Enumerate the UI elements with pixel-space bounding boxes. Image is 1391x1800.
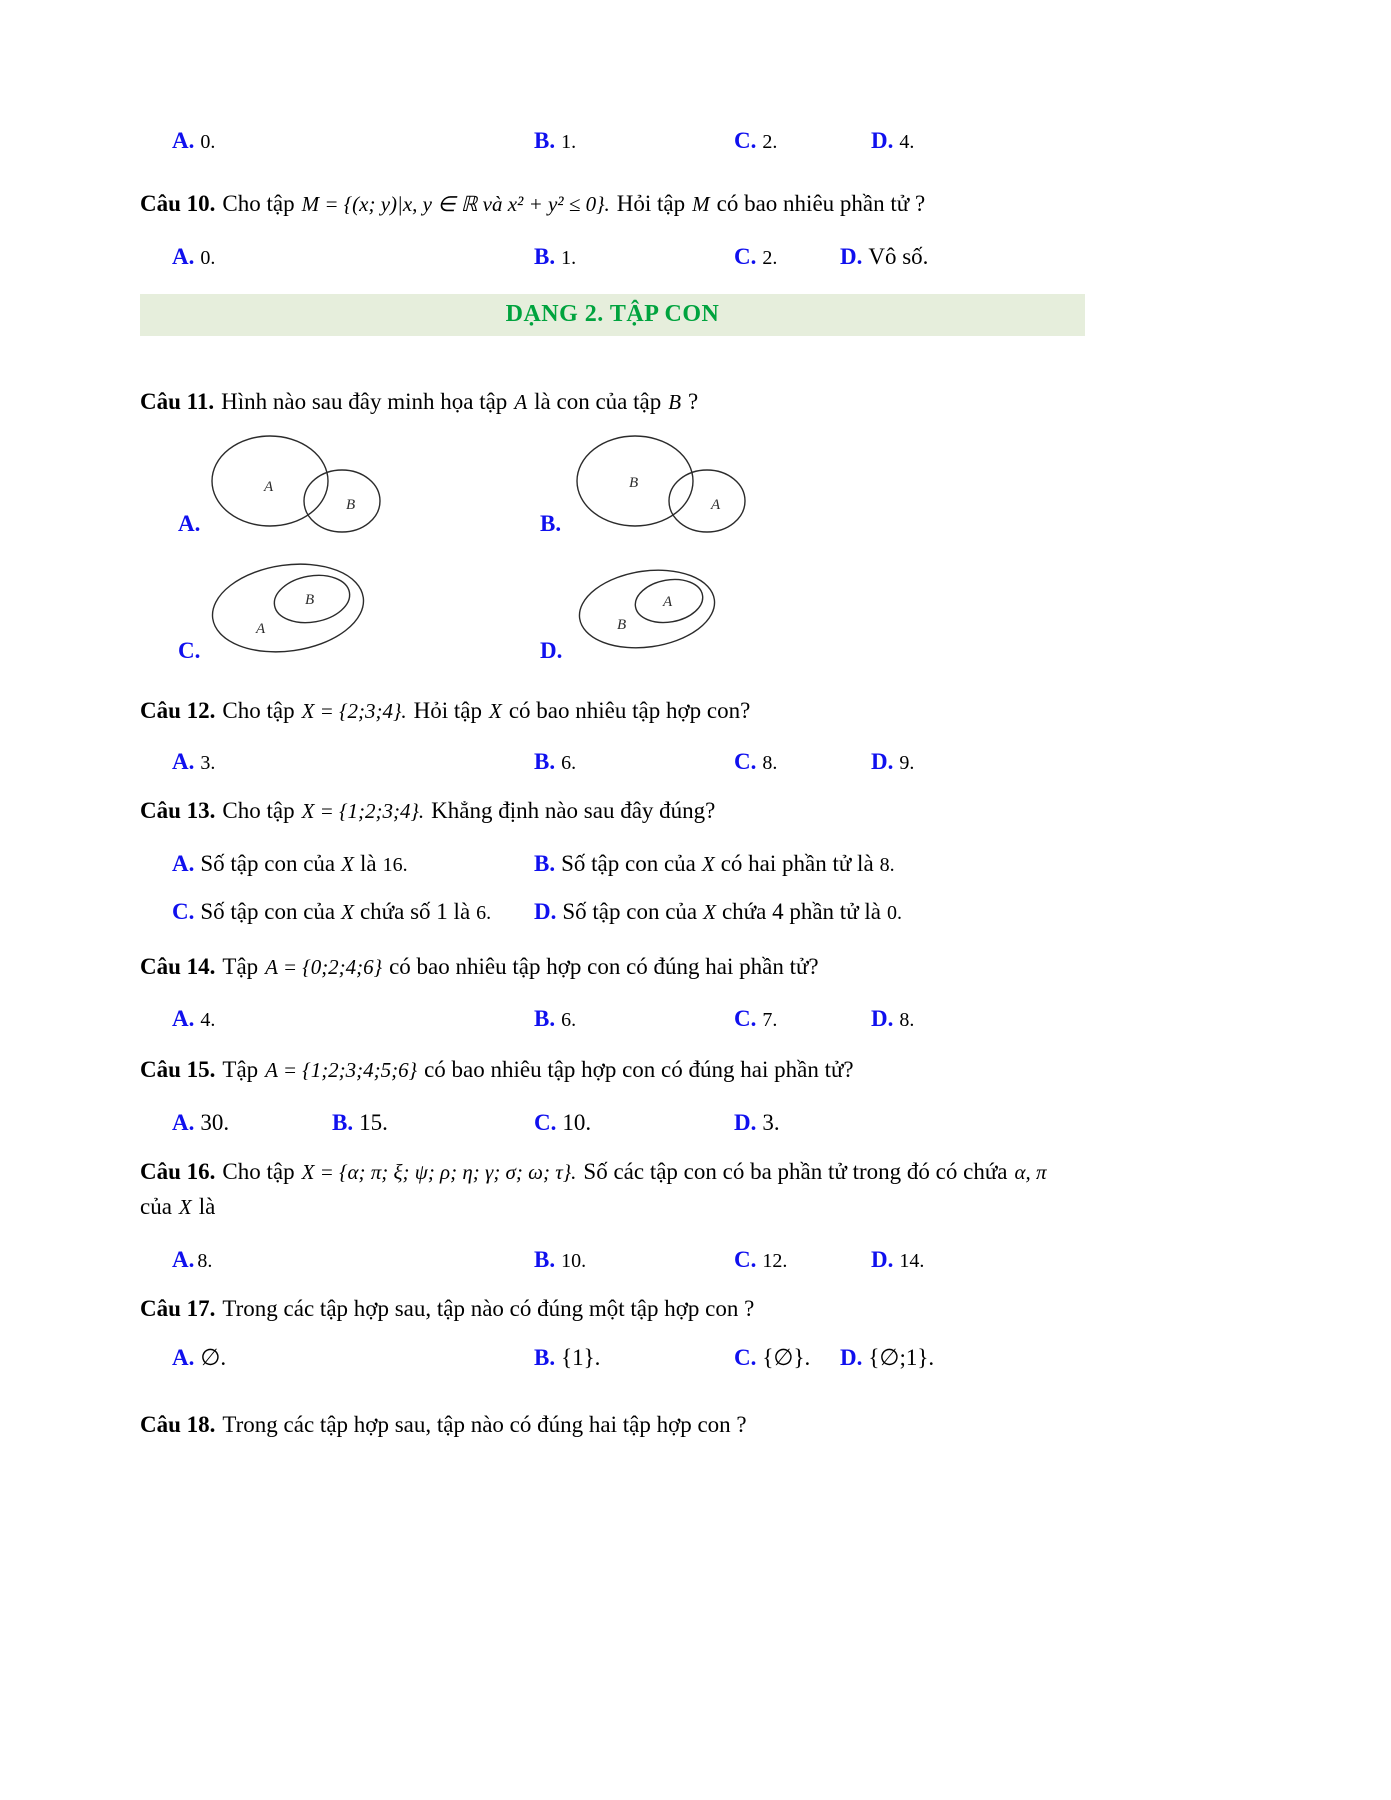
q14-answer-c[interactable] bbox=[734, 1006, 777, 1032]
answer-letter: C. bbox=[534, 1109, 557, 1135]
answer-value: {1}. bbox=[561, 1344, 601, 1370]
venn-option-b-label[interactable]: B. bbox=[540, 511, 562, 537]
venn-option-b-figure bbox=[565, 433, 765, 538]
math-variable-b: B bbox=[668, 389, 682, 414]
answer-letter: C. bbox=[172, 898, 195, 924]
section-banner-label: DẠNG 2. TẬP CON bbox=[505, 301, 720, 328]
answer-value: 10. bbox=[562, 1109, 592, 1135]
question-11 bbox=[140, 384, 1085, 420]
answer-letter: D. bbox=[534, 898, 557, 924]
q10-answer-a[interactable] bbox=[172, 244, 215, 270]
answer-value: 3. bbox=[200, 751, 216, 774]
answer-letter: A. bbox=[172, 1006, 195, 1032]
math-variable: X bbox=[178, 1195, 192, 1220]
math-expression: X = {α; π; ξ; ψ; ρ; η; γ; σ; ω; τ}. bbox=[301, 1159, 577, 1184]
q16-answers-row bbox=[140, 1247, 1085, 1287]
venn-a-svg bbox=[200, 433, 400, 538]
q17-answer-b[interactable] bbox=[534, 1345, 600, 1371]
venn-c-label-outer: A bbox=[256, 621, 266, 638]
answer-letter: B. bbox=[332, 1109, 354, 1135]
math-variable-a: A bbox=[514, 389, 528, 414]
q13-answer-c[interactable] bbox=[172, 899, 491, 925]
answer-letter: C. bbox=[734, 1247, 757, 1273]
venn-d-label-outer: B bbox=[617, 617, 627, 634]
answer-letter: A. bbox=[172, 1247, 195, 1273]
answer-text-2: chứa 4 phần tử là bbox=[721, 898, 882, 924]
question-text: Tập bbox=[222, 953, 259, 979]
q13-answer-b[interactable] bbox=[534, 851, 895, 877]
answer-letter: C. bbox=[734, 1344, 757, 1370]
answer-value: 6. bbox=[561, 1009, 577, 1032]
question-text: Trong các tập hợp sau, tập nào có đúng hai tập hợp con ? bbox=[222, 1411, 747, 1437]
answer-value: {∅}. bbox=[762, 1344, 811, 1370]
math-greek-pair: α, π bbox=[1014, 1159, 1047, 1184]
q16-answer-d[interactable] bbox=[871, 1247, 924, 1273]
math-variable: X bbox=[341, 851, 354, 876]
answer-letter: B. bbox=[534, 128, 556, 153]
answer-letter: A. bbox=[172, 748, 195, 774]
q9-answers-row bbox=[140, 128, 1085, 172]
math-variable: X bbox=[341, 899, 354, 924]
venn-b-label-right: A bbox=[711, 497, 721, 514]
question-text: Cho tập bbox=[222, 191, 295, 216]
answer-letter: D. bbox=[840, 1344, 863, 1370]
question-number: Câu 16. bbox=[140, 1158, 216, 1184]
question-text-end: có bao nhiêu tập hợp con có đúng hai phần tử? bbox=[424, 1057, 854, 1083]
venn-a-label-left: A bbox=[264, 479, 274, 496]
answer-text: Số tập con của bbox=[562, 898, 698, 924]
venn-d-label-inner: A bbox=[663, 594, 673, 611]
answer-text-2: có hai phần tử là bbox=[720, 850, 874, 876]
venn-c-svg bbox=[200, 558, 400, 658]
answer-text-2: chứa số 1 là bbox=[359, 898, 471, 924]
question-text-cont: của bbox=[140, 1194, 172, 1220]
question-number: Câu 10. bbox=[140, 191, 216, 216]
math-variable: X bbox=[701, 851, 715, 876]
q9-answer-a[interactable] bbox=[172, 128, 215, 154]
q12-answer-c[interactable] bbox=[734, 749, 777, 775]
question-text-end: có bao nhiêu phần tử ? bbox=[716, 191, 926, 216]
answer-text: Số tập con của bbox=[561, 850, 696, 876]
answer-value: 8. bbox=[197, 1250, 213, 1273]
answer-value: {∅;1}. bbox=[868, 1344, 935, 1370]
math-expression: A = {1;2;3;4;5;6} bbox=[265, 1058, 418, 1083]
math-expression: A = {0;2;4;6} bbox=[265, 954, 383, 979]
question-text-end: có bao nhiêu tập hợp con? bbox=[508, 698, 751, 724]
q14-answers-row bbox=[140, 1006, 1085, 1046]
answer-letter: C. bbox=[734, 1006, 757, 1032]
answer-value: 2. bbox=[762, 246, 778, 269]
question-text: Trong các tập hợp sau, tập nào có đúng một tập hợp con ? bbox=[222, 1296, 755, 1322]
math-expression: X = {2;3;4}. bbox=[301, 699, 407, 724]
math-variable: X bbox=[703, 899, 716, 924]
q13-answer-d[interactable] bbox=[534, 899, 902, 925]
q12-answers-row bbox=[140, 749, 1085, 789]
math-expression: M = {(x; y)|x, y ∈ ℝ và x² + y² ≤ 0}. bbox=[301, 192, 610, 216]
question-18 bbox=[140, 1407, 1085, 1443]
venn-d-svg bbox=[565, 561, 765, 661]
q9-answer-b[interactable] bbox=[534, 128, 576, 154]
math-variable: M bbox=[692, 192, 710, 216]
q17-answer-c[interactable] bbox=[734, 1345, 810, 1371]
venn-c-label-inner: B bbox=[305, 592, 315, 609]
answer-value: 15. bbox=[359, 1109, 388, 1135]
venn-option-d-figure bbox=[565, 561, 765, 661]
answer-value: ∅. bbox=[200, 1344, 227, 1370]
q12-answer-a[interactable] bbox=[172, 749, 215, 775]
answer-letter: D. bbox=[871, 748, 894, 774]
question-16 bbox=[140, 1154, 1085, 1190]
answer-letter: B. bbox=[534, 243, 556, 269]
question-13 bbox=[140, 793, 1085, 829]
venn-option-a-label[interactable]: A. bbox=[178, 511, 201, 537]
question-text: Cho tập bbox=[222, 797, 295, 823]
answer-value: 12. bbox=[762, 1250, 788, 1273]
answer-letter: D. bbox=[734, 1109, 757, 1135]
answer-letter: D. bbox=[871, 1247, 894, 1273]
q16-answer-a[interactable] bbox=[172, 1247, 212, 1273]
q10-answers-row bbox=[140, 244, 1085, 288]
answer-value: 6. bbox=[561, 751, 577, 774]
answer-value: 3. bbox=[762, 1109, 780, 1135]
q12-answer-b[interactable] bbox=[534, 749, 576, 775]
q10-answer-b[interactable] bbox=[534, 244, 576, 270]
answer-number: 8. bbox=[879, 853, 895, 876]
venn-a-label-right: B bbox=[346, 497, 356, 514]
question-17 bbox=[140, 1291, 1085, 1327]
q15-answer-d[interactable] bbox=[734, 1110, 780, 1136]
answer-letter: C. bbox=[734, 748, 757, 774]
question-text-cont-end: là bbox=[198, 1194, 216, 1220]
answer-letter: B. bbox=[534, 850, 556, 876]
question-text-end: có bao nhiêu tập hợp con có đúng hai phần tử? bbox=[389, 953, 819, 979]
answer-letter: A. bbox=[172, 243, 195, 269]
answer-number: 6. bbox=[476, 901, 492, 924]
venn-option-c-label[interactable]: C. bbox=[178, 638, 201, 664]
answer-letter: B. bbox=[534, 1247, 556, 1273]
question-number: Câu 11. bbox=[140, 388, 215, 414]
question-12 bbox=[140, 693, 1085, 729]
venn-diagram-options bbox=[140, 433, 1085, 683]
q13-answers-row-2 bbox=[140, 899, 1085, 941]
q13-answers-row-1 bbox=[140, 851, 1085, 893]
answer-letter: D. bbox=[871, 128, 894, 153]
question-16-line2 bbox=[140, 1189, 1085, 1225]
question-text-end: ? bbox=[688, 388, 699, 414]
question-number: Câu 13. bbox=[140, 797, 216, 823]
q15-answers-row bbox=[140, 1110, 1085, 1150]
venn-b-svg bbox=[565, 433, 765, 538]
question-15 bbox=[140, 1052, 1085, 1088]
q9-answer-c[interactable] bbox=[734, 128, 777, 154]
q9-answer-d[interactable] bbox=[871, 128, 914, 154]
q15-answer-a[interactable] bbox=[172, 1110, 229, 1136]
venn-b-label-left: B bbox=[629, 475, 639, 492]
answer-text: Số tập con của bbox=[200, 898, 336, 924]
q17-answers-row bbox=[140, 1345, 1085, 1385]
question-number: Câu 17. bbox=[140, 1296, 216, 1322]
answer-value: 30. bbox=[200, 1109, 230, 1135]
answer-letter: A. bbox=[172, 128, 195, 153]
question-number: Câu 12. bbox=[140, 698, 216, 724]
answer-value: 1. bbox=[561, 131, 577, 153]
question-text-mid: Hỏi tập bbox=[616, 191, 686, 216]
answer-text: Số tập con của bbox=[200, 850, 336, 876]
answer-letter: A. bbox=[172, 1109, 195, 1135]
question-text-mid: là con của tập bbox=[534, 388, 662, 414]
answer-value: 0. bbox=[200, 131, 216, 153]
answer-value: 4. bbox=[899, 131, 915, 153]
answer-letter: C. bbox=[734, 128, 757, 153]
question-text: Cho tập bbox=[222, 698, 295, 724]
answer-letter: A. bbox=[172, 850, 195, 876]
question-number: Câu 18. bbox=[140, 1411, 216, 1437]
question-text-end: Số các tập con có ba phần tử trong đó có chứa bbox=[583, 1158, 1008, 1184]
q14-answer-b[interactable] bbox=[534, 1006, 576, 1032]
answer-letter: C. bbox=[734, 243, 757, 269]
q16-answer-c[interactable] bbox=[734, 1247, 787, 1273]
answer-value: 9. bbox=[899, 751, 915, 774]
venn-option-c-figure bbox=[200, 558, 400, 658]
answer-value: 4. bbox=[200, 1009, 216, 1032]
q10-answer-c[interactable] bbox=[734, 244, 777, 270]
q17-answer-a[interactable] bbox=[172, 1345, 226, 1371]
question-number: Câu 15. bbox=[140, 1057, 216, 1083]
answer-value: 0. bbox=[200, 246, 216, 269]
question-14 bbox=[140, 949, 1085, 985]
venn-option-d-label[interactable]: D. bbox=[540, 638, 563, 664]
page-content bbox=[140, 128, 1085, 1442]
answer-letter: A. bbox=[172, 1344, 195, 1370]
answer-letter: B. bbox=[534, 1344, 556, 1370]
q14-answer-a[interactable] bbox=[172, 1006, 215, 1032]
q12-answer-d[interactable] bbox=[871, 749, 914, 775]
question-10 bbox=[140, 186, 1085, 222]
answer-letter: D. bbox=[840, 243, 863, 269]
answer-value: Vô số. bbox=[868, 243, 929, 269]
answer-value: 8. bbox=[762, 751, 778, 774]
q15-answer-c[interactable] bbox=[534, 1110, 591, 1136]
question-text: Tập bbox=[222, 1057, 259, 1083]
math-variable: X bbox=[489, 699, 502, 724]
answer-number: 0. bbox=[887, 901, 903, 924]
question-text-end: Khẳng định nào sau đây đúng? bbox=[431, 797, 716, 823]
answer-value: 7. bbox=[762, 1009, 778, 1032]
answer-value: 10. bbox=[561, 1250, 587, 1273]
answer-text-2: là bbox=[359, 850, 377, 876]
question-number: Câu 14. bbox=[140, 953, 216, 979]
answer-value: 8. bbox=[899, 1009, 915, 1032]
question-text: Cho tập bbox=[222, 1158, 295, 1184]
answer-value: 1. bbox=[561, 246, 577, 269]
answer-letter: B. bbox=[534, 748, 556, 774]
answer-value: 14. bbox=[899, 1250, 925, 1273]
math-expression: X = {1;2;3;4}. bbox=[301, 798, 425, 823]
q16-answer-b[interactable] bbox=[534, 1247, 586, 1273]
question-text: Hình nào sau đây minh họa tập bbox=[221, 388, 508, 414]
q17-answer-d[interactable] bbox=[840, 1345, 934, 1371]
q13-answer-a[interactable] bbox=[172, 851, 408, 877]
q10-answer-d[interactable] bbox=[840, 244, 928, 270]
q15-answer-b[interactable] bbox=[332, 1110, 388, 1136]
answer-letter: B. bbox=[534, 1006, 556, 1032]
section-banner bbox=[140, 294, 1085, 336]
q14-answer-d[interactable] bbox=[871, 1006, 914, 1032]
question-text-mid: Hỏi tập bbox=[413, 698, 482, 724]
answer-number: 16. bbox=[382, 853, 408, 876]
venn-option-a-figure bbox=[200, 433, 400, 538]
answer-letter: D. bbox=[871, 1006, 894, 1032]
answer-value: 2. bbox=[762, 131, 778, 153]
